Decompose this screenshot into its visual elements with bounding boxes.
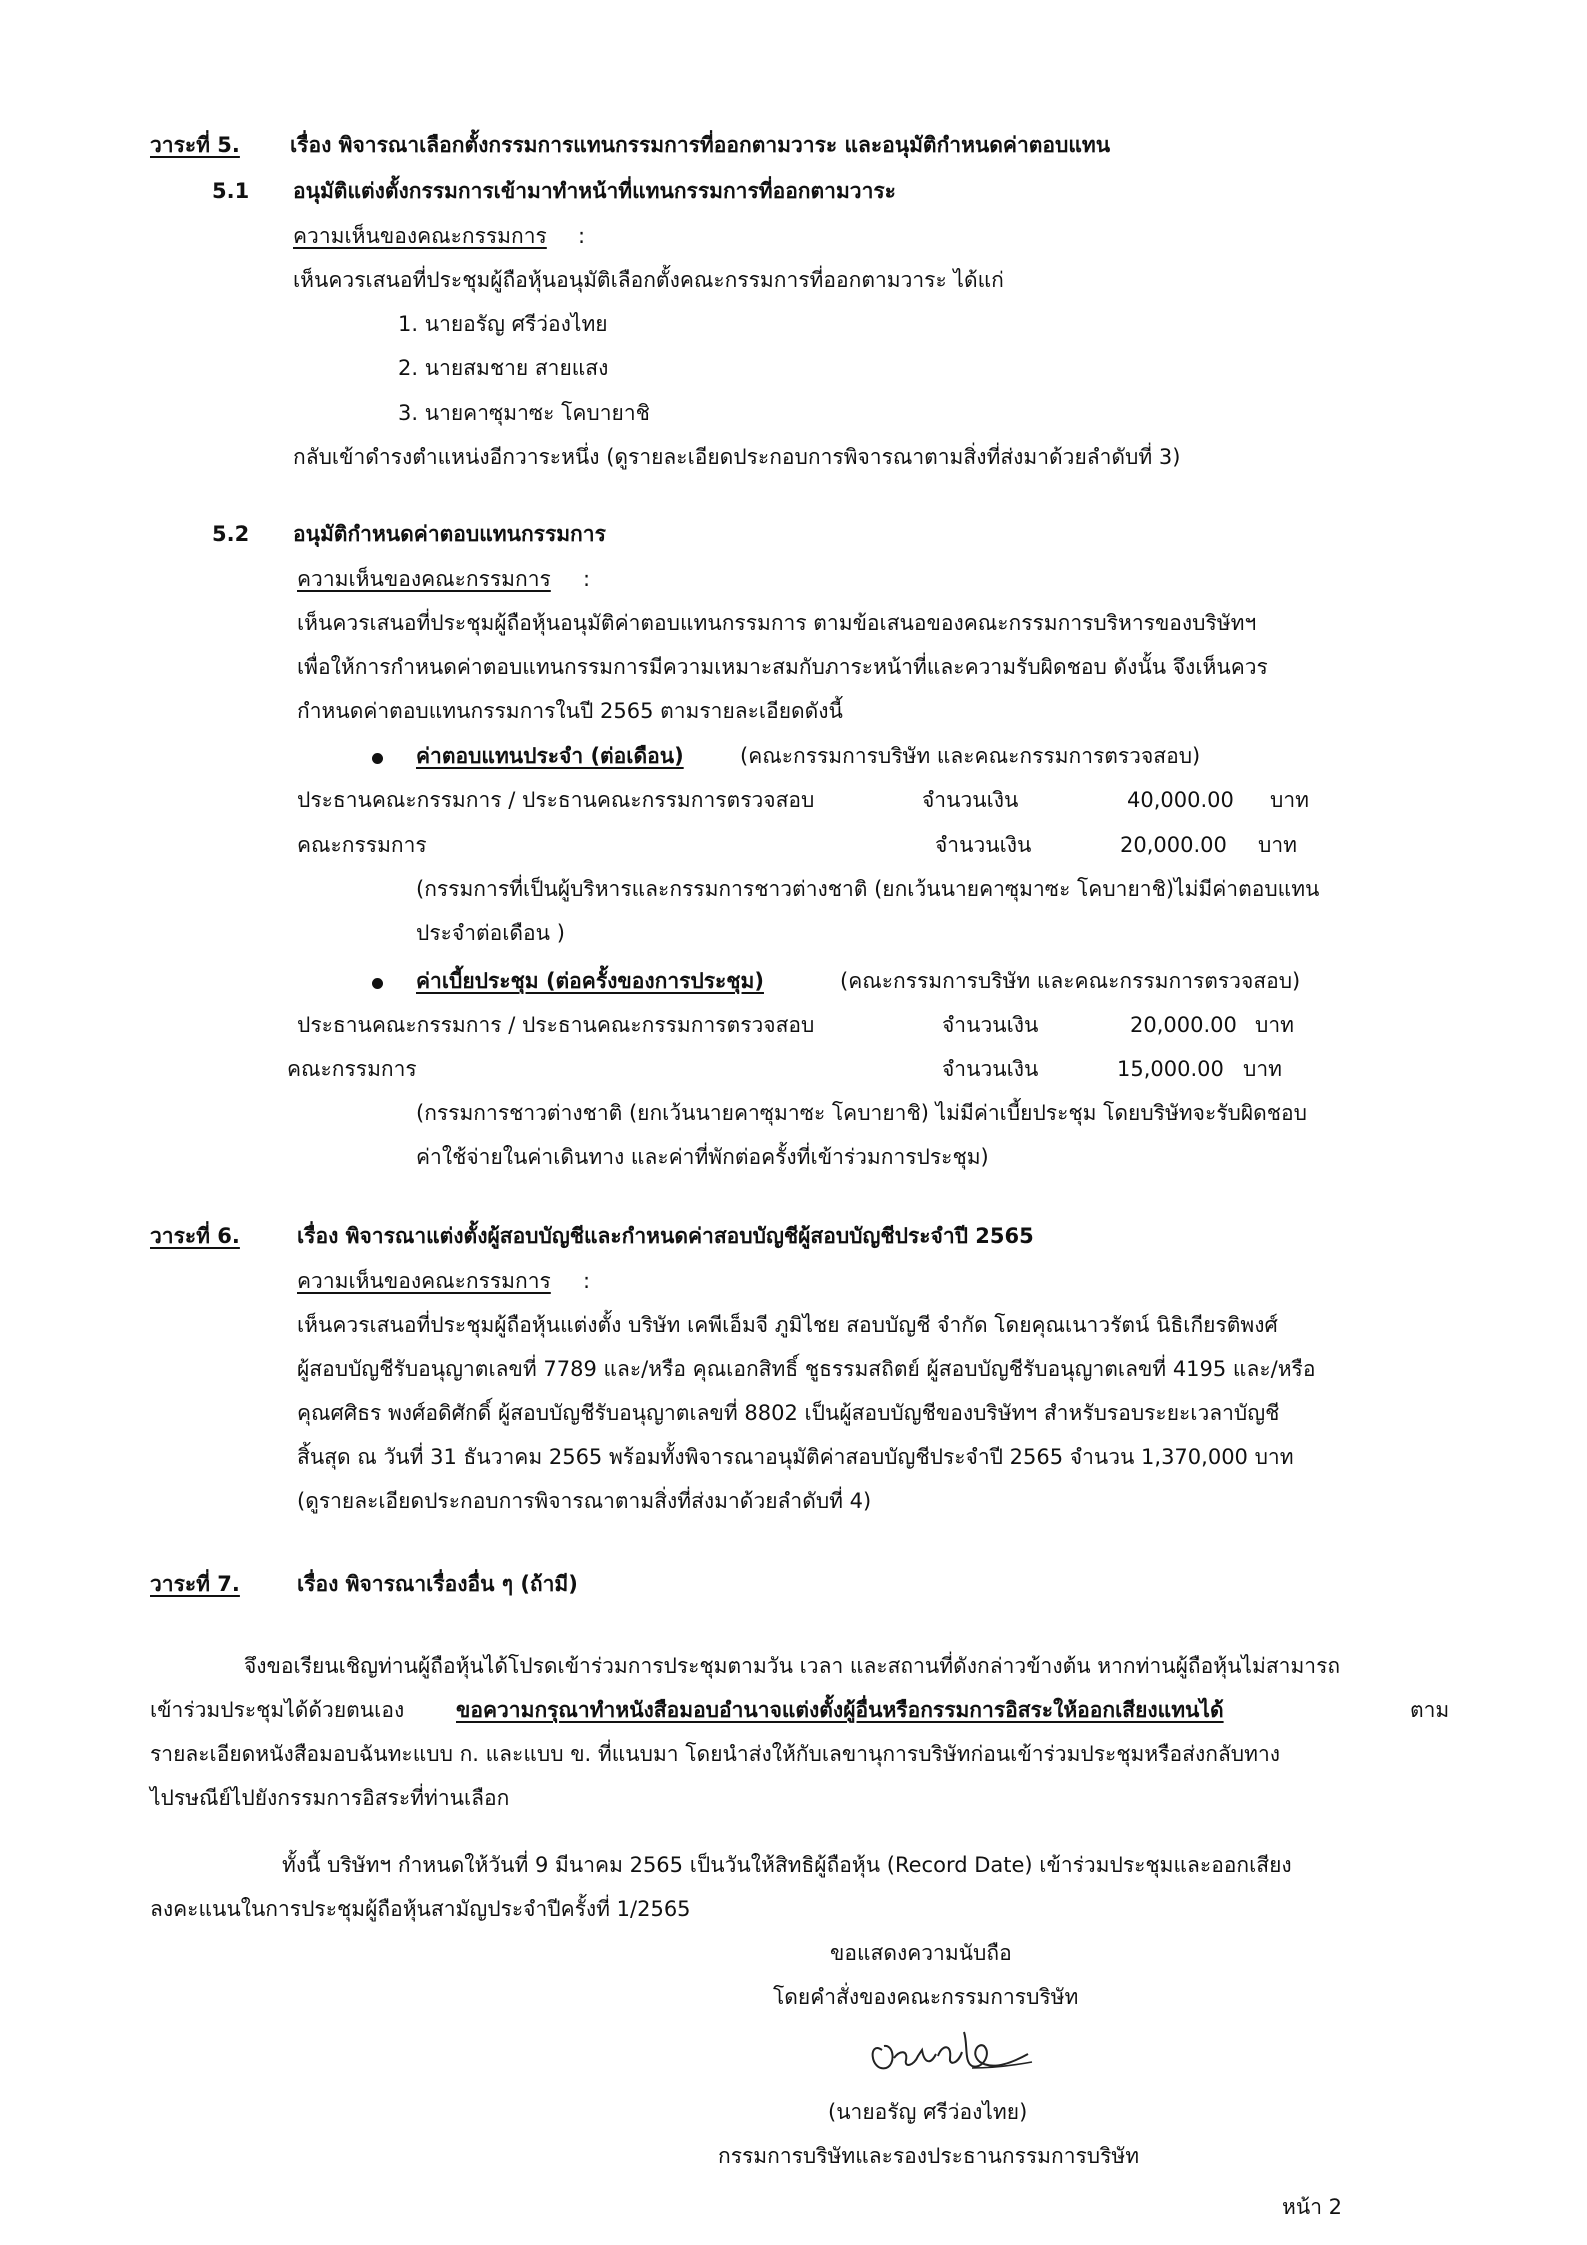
agenda6-line-3: คุณศศิธร พงศ์อดิศักดิ์ ผู้สอบบัญชีรับอนุญาตเลขที่ 8802 เป็นผู้สอบบัญชีของบริษัทฯ สำหรับรอบระยะเวลาบัญชี [297,1401,1280,1425]
monthly-row-2-unit: บาท [1258,833,1297,857]
signer-position: กรรมการบริษัทและรองประธานกรรมการบริษัท [718,2144,1140,2168]
section-5-2-line-1: เห็นควรเสนอที่ประชุมผู้ถือหุ้นอนุมัติค่าตอบแทนกรรมการ ตามข้อเสนอของคณะกรรมการบริหารของบริษัทฯ [297,611,1257,635]
agenda6-line-1: เห็นควรเสนอที่ประชุมผู้ถือหุ้นแต่งตั้ง บริษัท เคพีเอ็มจี ภูมิไชย สอบบัญชี จำกัด โดยคุณเนาวรัตน์ นิธิเกียรติพงศ์ [297,1313,1278,1337]
monthly-row-1-label: จำนวนเงิน [922,788,1019,812]
section-5-2-line-3: กำหนดค่าตอบแทนกรรมการในปี 2565 ตามรายละเอียดดังนี้ [297,699,843,723]
monthly-row-2-role: คณะกรรมการ [297,833,427,857]
monthly-note-line-1: (กรรมการที่เป็นผู้บริหารและกรรมการชาวต่างชาติ (ยกเว้นนายคาซุมาซะ โคบายาชิ)ไม่มีค่าตอบแทน [416,877,1320,901]
meeting-row-1-role: ประธานคณะกรรมการ / ประธานคณะกรรมการตรวจสอบ [297,1013,815,1037]
agenda6-line-5: (ดูรายละเอียดประกอบการพิจารณาตามสิ่งที่ส่งมาด้วยลำดับที่ 4) [297,1489,872,1513]
monthly-row-1-amount: 40,000.00 [1127,788,1234,812]
signer-name: (นายอรัญ ศรีว่องไทย) [828,2100,1028,2124]
page-number: หน้า 2 [1282,2195,1343,2219]
record-date-line-1: ทั้งนี้ บริษัทฯ กำหนดให้วันที่ 9 มีนาคม 2565 เป็นวันให้สิทธิผู้ถือหุ้น (Record Date) เข้าร่วมประชุมและออกเสียง [282,1853,1292,1877]
meeting-fee-scope: (คณะกรรมการบริษัท และคณะกรรมการตรวจสอบ) [840,969,1301,993]
invitation-line-2-end: ตาม [1410,1698,1450,1722]
meeting-row-2-unit: บาท [1243,1057,1282,1081]
meeting-row-1-unit: บาท [1255,1013,1294,1037]
invitation-line-3: รายละเอียดหนังสือมอบฉันทะแบบ ก. และแบบ ข. ที่แนบมา โดยนำส่งให้กับเลขานุการบริษัทก่อนเข้าร่วมประชุมหรือส่งกลับทาง [150,1742,1281,1766]
nominee-1: 1. นายอรัญ ศรีว่องไทย [398,312,608,336]
bullet-icon [372,978,383,989]
section-5-2-line-2: เพื่อให้การกำหนดค่าตอบแทนกรรมการมีความเหมาะสมกับภาระหน้าที่และความรับผิดชอบ ดังนั้น จึงเห็นควร [297,655,1268,679]
section-5-1-number: 5.1 [212,179,250,203]
meeting-note-line-2: ค่าใช้จ่ายในค่าเดินทาง และค่าที่พักต่อครั้งที่เข้าร่วมการประชุม) [416,1145,989,1169]
bullet-icon [372,753,383,764]
agenda5-label: วาระที่ 5. [150,133,240,157]
meeting-fee-heading: ค่าเบี้ยประชุม (ต่อครั้งของการประชุม) [416,969,764,993]
board-opinion-label: ความเห็นของคณะกรรมการ [297,1269,551,1293]
section-5-1-outro: กลับเข้าดำรงตำแหน่งอีกวาระหนึ่ง (ดูรายละเอียดประกอบการพิจารณาตามสิ่งที่ส่งมาด้วยลำดับที่ 3) [293,445,1181,469]
invitation-proxy-request: ขอความกรุณาทำหนังสือมอบอำนาจแต่งตั้งผู้อื่นหรือกรรมการอิสระให้ออกเสียงแทนได้ [456,1698,1224,1722]
section-5-1-title: อนุมัติแต่งตั้งกรรมการเข้ามาทำหน้าที่แทนกรรมการที่ออกตามวาระ [293,179,896,203]
section-5-2-number: 5.2 [212,522,250,546]
meeting-note-line-1: (กรรมการชาวต่างชาติ (ยกเว้นนายคาซุมาซะ โคบายาชิ) ไม่มีค่าเบี้ยประชุม โดยบริษัทจะรับผิดชอบ [416,1101,1307,1125]
agenda6-line-4: สิ้นสุด ณ วันที่ 31 ธันวาคม 2565 พร้อมทั้งพิจารณาอนุมัติค่าสอบบัญชีประจำปี 2565 จำนวน 1,370,000 บาท [297,1445,1294,1469]
board-opinion-colon: : [578,224,586,248]
meeting-row-2-label: จำนวนเงิน [942,1057,1039,1081]
board-opinion-colon: : [583,1269,591,1293]
closing-respect: ขอแสดงความนับถือ [830,1941,1012,1965]
agenda7-title: เรื่อง พิจารณาเรื่องอื่น ๆ (ถ้ามี) [297,1572,578,1596]
agenda6-line-2: ผู้สอบบัญชีรับอนุญาตเลขที่ 7789 และ/หรือ คุณเอกสิทธิ์ ชูธรรมสถิตย์ ผู้สอบบัญชีรับอนุญาตเลขที่ 4195 และ/หรือ [297,1357,1316,1381]
record-date-line-2: ลงคะแนนในการประชุมผู้ถือหุ้นสามัญประจำปีครั้งที่ 1/2565 [150,1897,691,1921]
agenda7-label: วาระที่ 7. [150,1572,240,1596]
invitation-line-1: จึงขอเรียนเชิญท่านผู้ถือหุ้นได้โปรดเข้าร่วมการประชุมตามวัน เวลา และสถานที่ดังกล่าวข้างต้น หากท่านผู้ถือหุ้นไม่สามารถ [244,1654,1341,1678]
agenda6-label: วาระที่ 6. [150,1224,240,1248]
closing-order: โดยคำสั่งของคณะกรรมการบริษัท [773,1985,1079,2009]
invitation-line-4: ไปรษณีย์ไปยังกรรมการอิสระที่ท่านเลือก [150,1786,510,1810]
meeting-row-1-label: จำนวนเงิน [942,1013,1039,1037]
monthly-note-line-2: ประจำต่อเดือน ) [416,921,565,945]
meeting-row-2-role: คณะกรรมการ [287,1057,417,1081]
board-opinion-label: ความเห็นของคณะกรรมการ [293,224,547,248]
meeting-row-2-amount: 15,000.00 [1117,1057,1224,1081]
nominee-2: 2. นายสมชาย สายแสง [398,356,609,380]
monthly-fee-heading: ค่าตอบแทนประจำ (ต่อเดือน) [416,744,684,768]
monthly-row-1-role: ประธานคณะกรรมการ / ประธานคณะกรรมการตรวจสอบ [297,788,815,812]
agenda5-title: เรื่อง พิจารณาเลือกตั้งกรรมการแทนกรรมการที่ออกตามวาระ และอนุมัติกำหนดค่าตอบแทน [290,133,1111,157]
monthly-row-2-amount: 20,000.00 [1120,833,1227,857]
monthly-row-2-label: จำนวนเงิน [935,833,1032,857]
meeting-row-1-amount: 20,000.00 [1130,1013,1237,1037]
monthly-fee-scope: (คณะกรรมการบริษัท และคณะกรรมการตรวจสอบ) [740,744,1201,768]
monthly-row-1-unit: บาท [1270,788,1309,812]
invitation-line-2-start: เข้าร่วมประชุมได้ด้วยตนเอง [150,1698,405,1722]
board-opinion-colon: : [583,567,591,591]
section-5-1-intro: เห็นควรเสนอที่ประชุมผู้ถือหุ้นอนุมัติเลือกตั้งคณะกรรมการที่ออกตามวาระ ได้แก่ [293,268,1004,292]
agenda6-title: เรื่อง พิจารณาแต่งตั้งผู้สอบบัญชีและกำหนดค่าสอบบัญชีผู้สอบบัญชีประจำปี 2565 [297,1224,1034,1248]
board-opinion-label: ความเห็นของคณะกรรมการ [297,567,551,591]
nominee-3: 3. นายคาซุมาซะ โคบายาชิ [398,401,650,425]
signature-icon [860,2010,1040,2090]
section-5-2-title: อนุมัติกำหนดค่าตอบแทนกรรมการ [293,522,606,546]
